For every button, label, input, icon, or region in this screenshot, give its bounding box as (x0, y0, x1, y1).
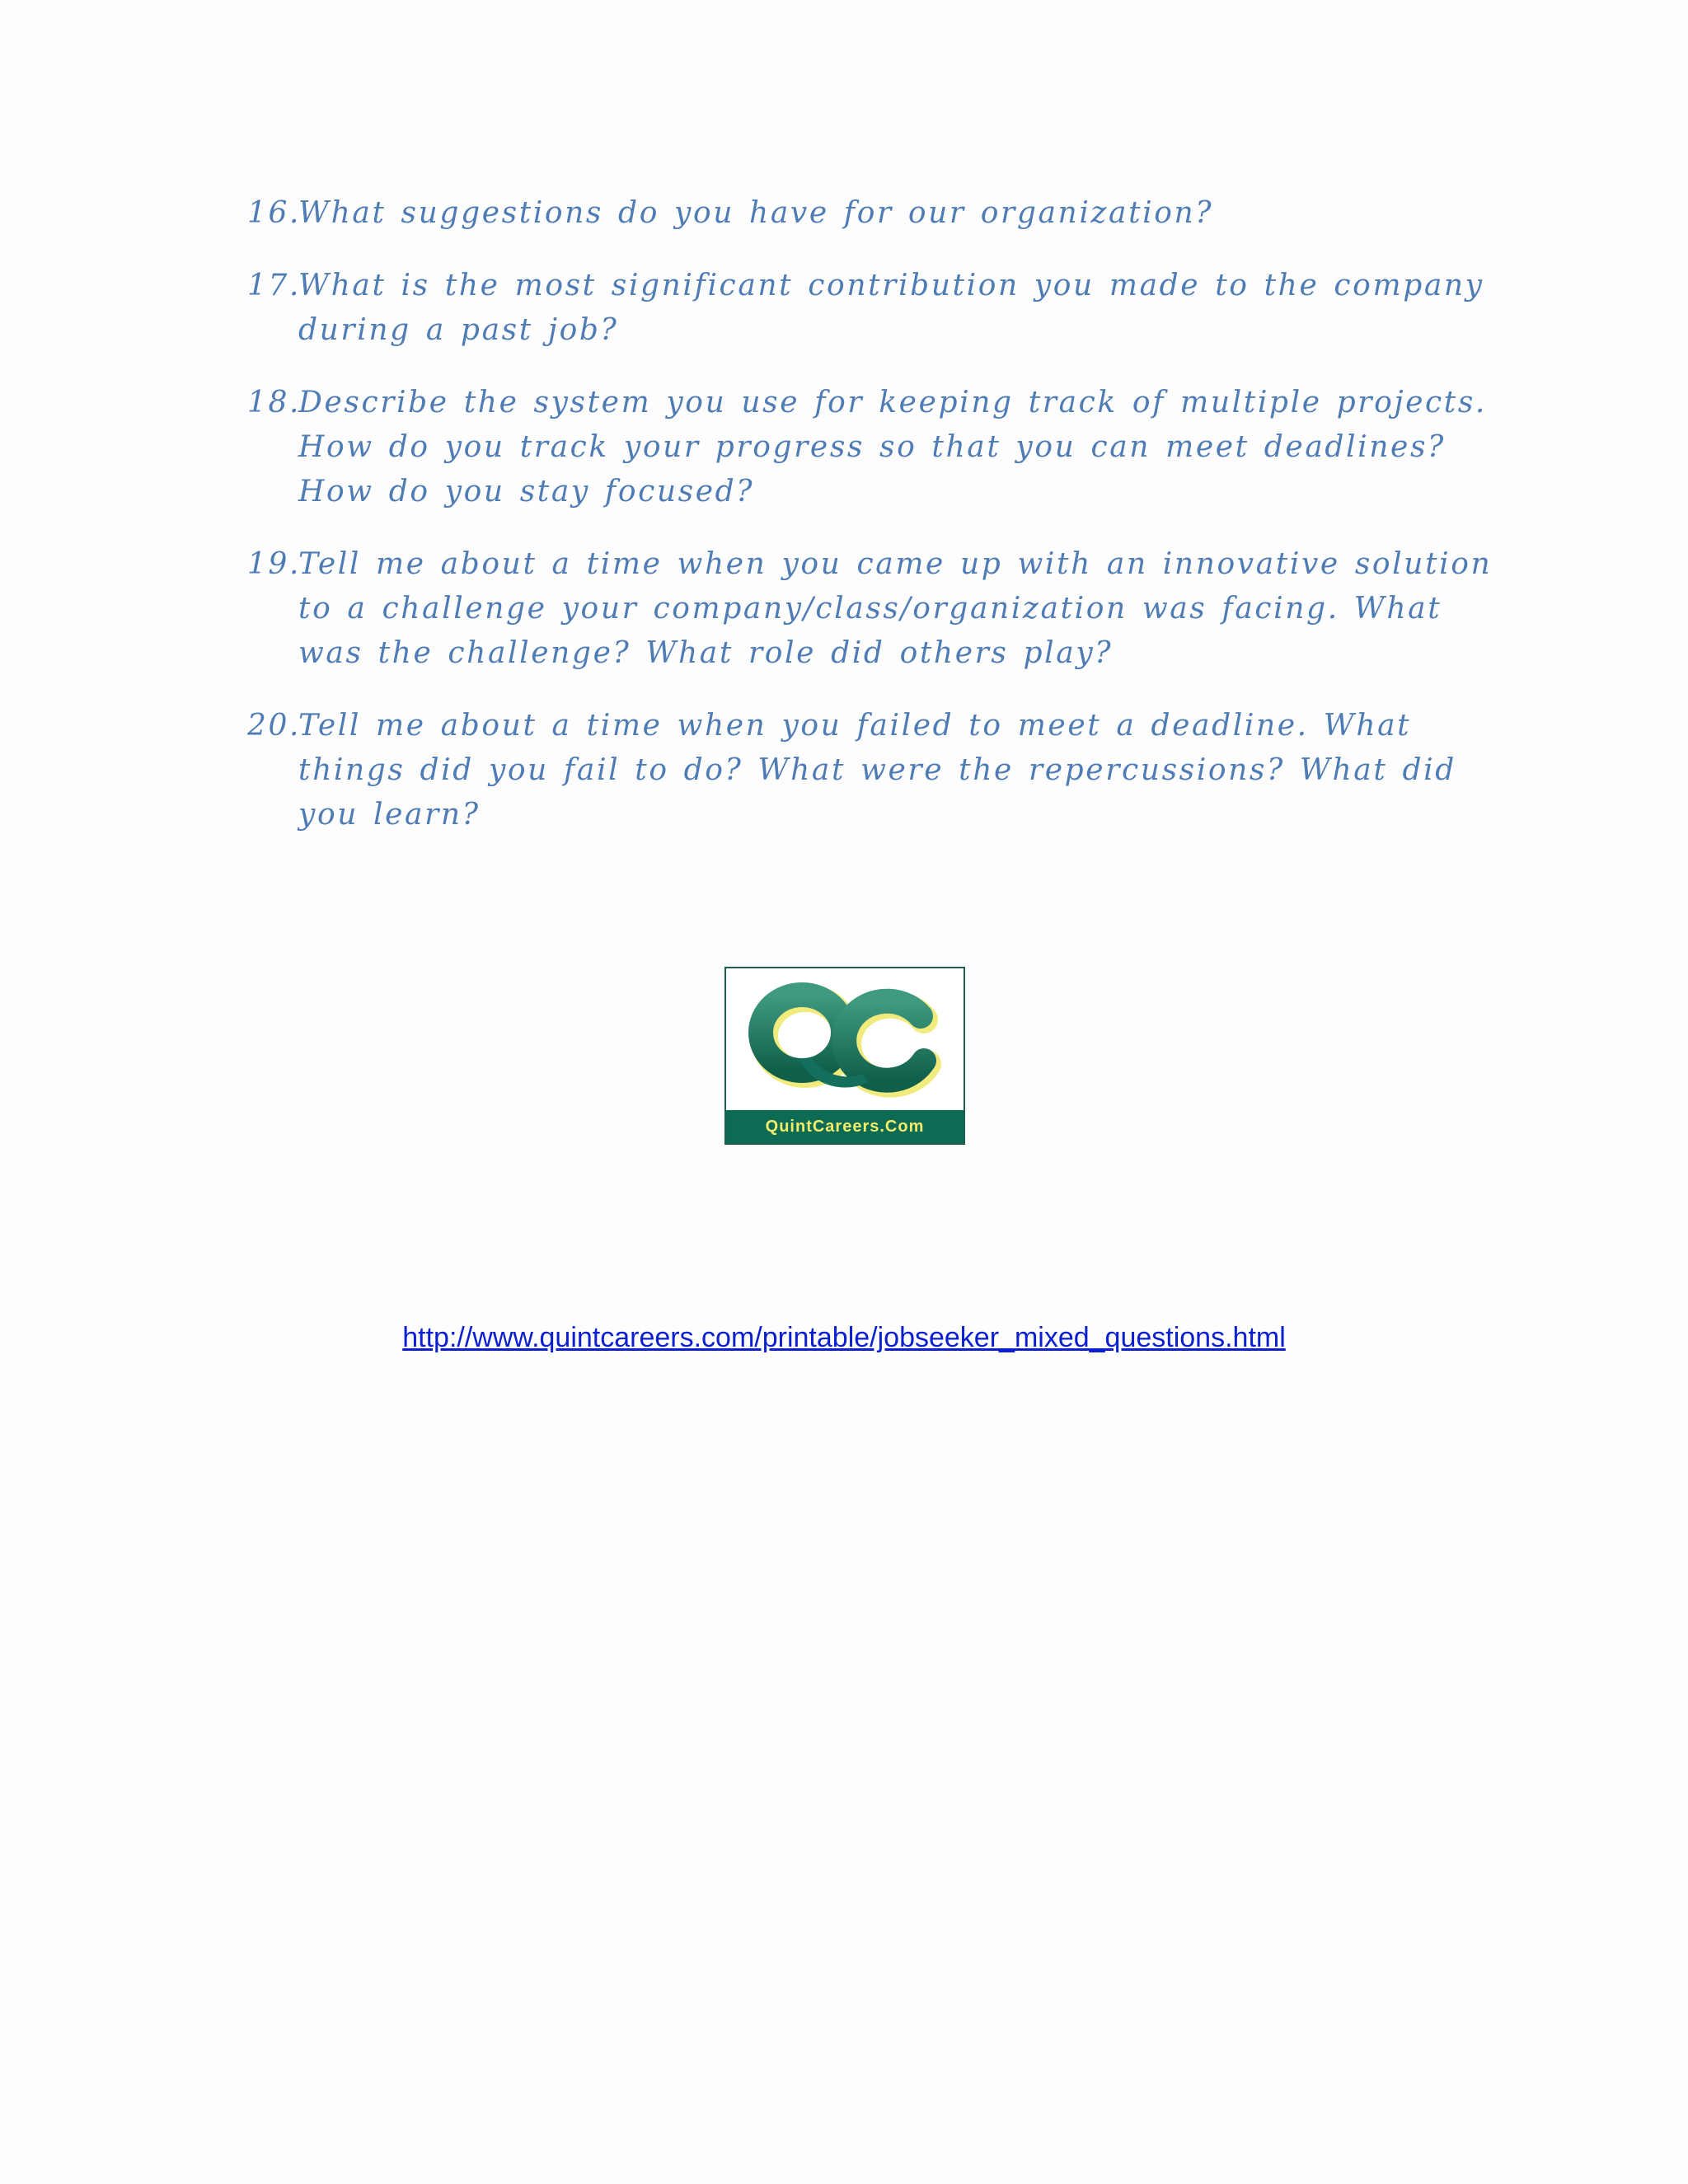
question-number: 18. (247, 386, 302, 419)
source-url-link[interactable]: http://www.quintcareers.com/printable/jobseeker_mixed_questions.html (402, 1322, 1286, 1353)
question-text: Describe the system you use for keeping track of multiple projects. How do you track your progress so that you can meet deadlines? How do you stay focused? (298, 386, 1487, 509)
question-text: What is the most significant contribution you made to the company during a past job? (298, 269, 1484, 347)
question-item (247, 191, 1500, 236)
question-number: 16. (247, 196, 302, 230)
question-list (247, 191, 1500, 865)
question-item (247, 264, 1500, 353)
question-item (247, 381, 1500, 514)
quintcareers-logo (724, 967, 965, 1145)
logo-caption: QuintCareers.Com (726, 1110, 964, 1143)
question-text: Tell me about a time when you came up with an innovative solution to a challenge your company/class/organization was facing. What was the challenge? What role did others play? (298, 547, 1493, 670)
question-number: 20. (247, 709, 302, 743)
question-item (247, 542, 1500, 676)
question-number: 17. (247, 269, 302, 302)
question-text: What suggestions do you have for our organization? (298, 196, 1214, 230)
qc-monogram-icon (726, 968, 964, 1110)
question-number: 19. (247, 547, 302, 581)
question-item (247, 704, 1500, 837)
question-text: Tell me about a time when you failed to meet a deadline. What things did you fail to do? What were the repercussions? What did you learn? (298, 709, 1456, 832)
